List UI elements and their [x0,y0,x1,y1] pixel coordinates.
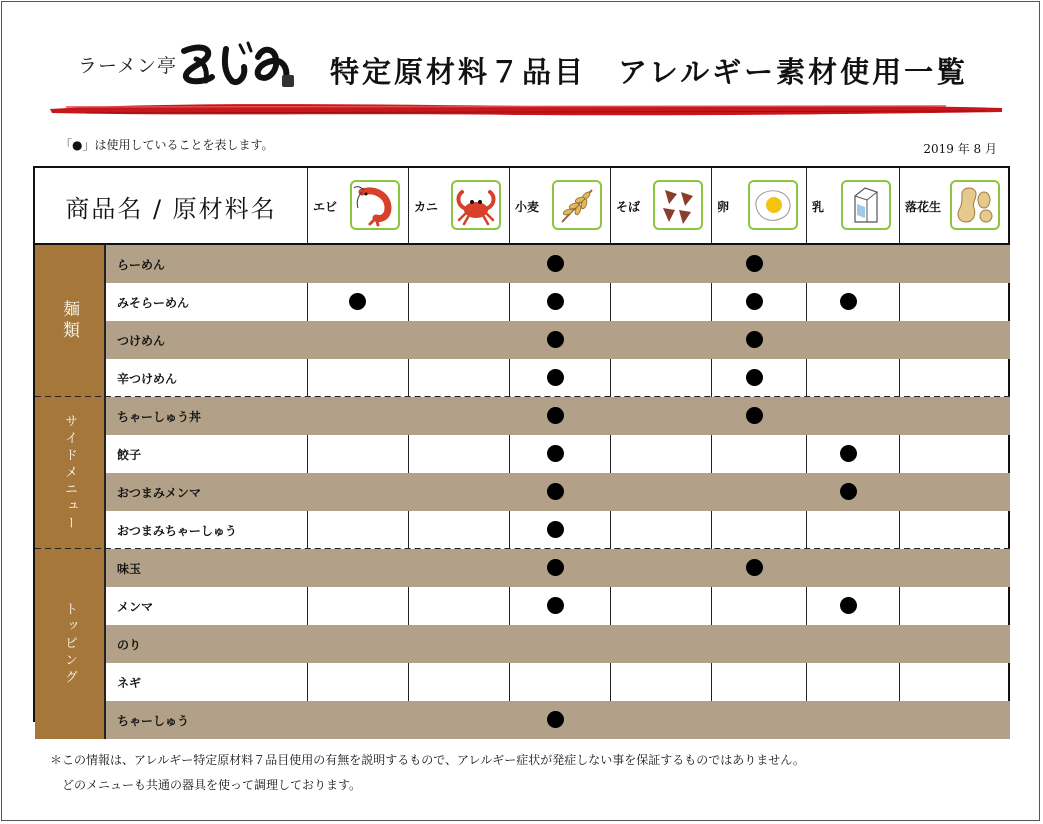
category-label: トッピング [62,601,77,687]
legend-note: 「●」は使用していることを表します。 [60,138,274,152]
product-name: みそらーめん [117,295,190,310]
allergen-label: 小麦 [515,199,540,214]
table-row [105,321,1010,359]
product-name: 味玉 [117,561,142,576]
allergen-label: エビ [313,199,338,214]
usage-mark-dot [547,293,564,310]
usage-mark-dot [746,255,763,272]
header [0,0,1043,140]
milk-icon [841,180,891,230]
usage-mark-dot [547,483,564,500]
buckwheat-icon [653,180,703,230]
allergen-label: 落花生 [905,199,942,214]
brand-small-text: ラーメン亭 [78,55,178,77]
product-name: おつまみメンマ [117,485,201,500]
date-label: 2019 年 8 月 [923,142,997,156]
allergen-label: 卵 [717,199,730,214]
usage-mark-dot [746,369,763,386]
table-row [105,663,1010,701]
usage-mark-dot [840,445,857,462]
usage-mark-dot [746,331,763,348]
allergen-header [806,168,899,244]
category-label-cell [35,549,105,739]
shrimp-icon [350,180,400,230]
usage-mark-dot [547,445,564,462]
usage-mark-dot [547,711,564,728]
usage-mark-dot [547,369,564,386]
product-name: ちゃーしゅう [117,713,190,728]
allergen-header [610,168,711,244]
product-name: らーめん [117,257,166,272]
allergen-table [33,166,1010,728]
table-row [105,397,1010,435]
crab-icon [451,180,501,230]
egg-icon [748,180,798,230]
allergen-header [408,168,509,244]
product-name: のり [117,637,142,652]
table-row [105,359,1010,397]
usage-mark-dot [746,407,763,424]
page-title: 特定原材料７品目 アレルギー素材使用一覧 [330,55,969,89]
usage-mark-dot [547,331,564,348]
product-name: ネギ [117,675,142,690]
usage-mark-dot [840,597,857,614]
category-label-cell [35,397,105,549]
product-name: つけめん [117,333,166,348]
table-row [105,511,1010,549]
usage-mark-dot [547,597,564,614]
table-row [105,701,1010,739]
usage-mark-dot [547,559,564,576]
usage-mark-dot [547,407,564,424]
table-row [105,625,1010,663]
allergen-label: そば [616,199,641,214]
table-row [105,473,1010,511]
wheat-icon [552,180,602,230]
product-name: 辛つけめん [117,371,178,386]
category-label-cell [35,245,105,397]
usage-mark-dot [547,521,564,538]
product-name: 餃子 [117,447,142,462]
red-brush-divider [46,98,1006,120]
peanut-icon [950,180,1000,230]
category-label: サイドメニュー [62,413,77,533]
allergen-label: カニ [414,199,439,214]
allergen-header [899,168,1008,244]
usage-mark-dot [840,293,857,310]
usage-mark-dot [547,255,564,272]
allergen-label: 乳 [812,199,825,214]
category-column-divider [105,244,106,739]
usage-mark-dot [840,483,857,500]
category-label: 麺類 [59,300,79,342]
brand-logo-script [178,37,296,89]
table-row [105,283,1010,321]
table-row [105,245,1010,283]
allergen-header [307,168,408,244]
allergen-header [711,168,806,244]
footnote: ＊この情報は、アレルギー特定原材料７品目使用の有無を説明するもので、アレルギー症状が発症しない事を保証するものではありません。 どのメニューも共通の器具を使って調理しております。 [50,753,805,792]
product-name: ちゃーしゅう丼 [117,409,202,424]
table-row [105,549,1010,587]
allergen-header [509,168,610,244]
table-row [105,587,1010,625]
header-product-label: 商品名 / 原材料名 [65,194,277,223]
table-row [105,435,1010,473]
usage-mark-dot [746,559,763,576]
usage-mark-dot [746,293,763,310]
usage-mark-dot [349,293,366,310]
product-name: メンマ [117,599,154,614]
product-name: おつまみちゃーしゅう [117,523,237,538]
